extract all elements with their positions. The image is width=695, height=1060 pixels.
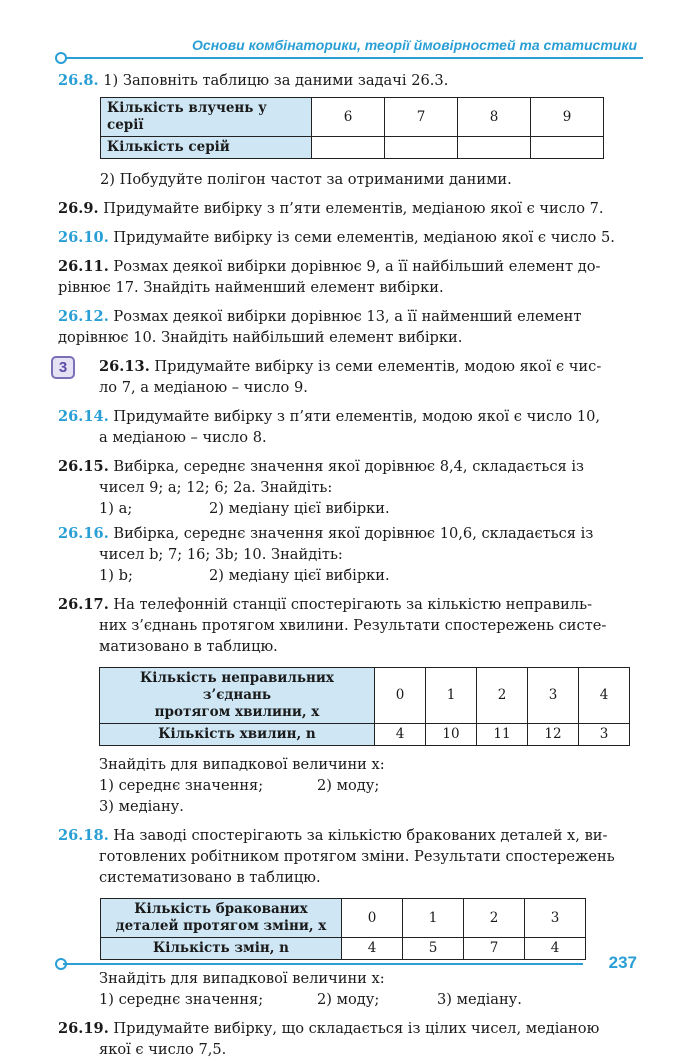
table-cell: 3 (528, 668, 579, 724)
table-cell: 4 (342, 938, 403, 960)
problem-text: якої є число 7,5. (99, 1041, 227, 1058)
table-cell: 10 (426, 724, 477, 746)
table-row-header: Кількість хвилин, n (100, 724, 375, 746)
problem-text: рівнює 17. Знайдіть найменший елемент вибірки. (58, 279, 444, 296)
problem-options (58, 989, 634, 1010)
page-header (55, 37, 643, 63)
table-cell: 9 (531, 98, 604, 137)
option-2: 2) моду; (317, 777, 380, 794)
header-line: Кількість неправильних з’єднань (140, 670, 334, 703)
option-2: 2) медіану цієї вибірки. (209, 500, 390, 517)
table-cell: 0 (375, 668, 426, 724)
problem-text: Знайдіть для випадкової величини x: (99, 970, 385, 987)
table-cell: 6 (312, 98, 385, 137)
problem-options (58, 498, 634, 519)
problem-26-12 (58, 306, 634, 348)
problem-26-11 (58, 256, 634, 298)
table-cell: 3 (525, 899, 586, 938)
table-cell: 4 (375, 724, 426, 746)
problem-number: 26.16. (58, 525, 109, 542)
table-cell: 11 (477, 724, 528, 746)
problem-text: чисел b; 7; 16; 3b; 10. Знайдіть: (99, 546, 343, 563)
table-cell-empty (531, 137, 604, 159)
problem-number: 26.18. (58, 827, 109, 844)
table-cell: 7 (464, 938, 525, 960)
option-1: 1) середнє значення; (99, 777, 264, 794)
table-cell: 12 (528, 724, 579, 746)
header-line: деталей протягом зміни, x (115, 918, 327, 934)
table-cell: 4 (579, 668, 630, 724)
problem-number: 26.11. (58, 258, 109, 275)
problem-options (58, 775, 634, 796)
table-row-header: Кількість серій (101, 137, 312, 159)
problem-number: 26.12. (58, 308, 109, 325)
table-cell: 2 (477, 668, 528, 724)
problem-text: Вибірка, середнє значення якої дорівнює 10,6, складається із (113, 525, 594, 542)
table-cell: 1 (426, 668, 477, 724)
problem-26-15 (58, 456, 634, 519)
hits-table (100, 97, 604, 159)
table-cell: 5 (403, 938, 464, 960)
wrong-connections-table (99, 667, 630, 746)
table-cell: 8 (458, 98, 531, 137)
problem-number: 26.15. (58, 458, 109, 475)
problem-number: 26.9. (58, 200, 99, 217)
problem-text: Придумайте вибірку із семи елементів, модою якої є чис- (154, 358, 602, 375)
table-cell: 4 (525, 938, 586, 960)
table-cell: 3 (579, 724, 630, 746)
problem-26-17 (58, 594, 634, 817)
problem-number: 26.19. (58, 1020, 109, 1037)
table-cell-empty (458, 137, 531, 159)
problem-text: Придумайте вибірку, що складається із цілих чисел, медіаною (113, 1020, 600, 1037)
problem-number: 26.17. (58, 596, 109, 613)
table-row-header: Кількість змін, n (101, 938, 342, 960)
table-row-header (101, 899, 342, 938)
problem-number: 26.13. (99, 358, 150, 375)
footer-rule (63, 963, 583, 965)
problem-options (58, 565, 634, 586)
option-2: 2) медіану цієї вибірки. (209, 567, 390, 584)
problem-text: Придумайте вибірку з п’яти елементів, медіаною якої є число 7. (103, 200, 604, 217)
problem-text: ло 7, а медіаною – число 9. (99, 379, 308, 396)
problem-text: Вибірка, середнє значення якої дорівнює 8,4, складається із (113, 458, 584, 475)
table-row-header: Кількість влучень у серії (101, 98, 312, 137)
exercise-list (58, 70, 634, 1060)
table-cell-empty (312, 137, 385, 159)
header-line: Кількість бракованих (134, 901, 308, 917)
problem-text: дорівнює 10. Знайдіть найбільший елемент вибірки. (58, 329, 463, 346)
page-number: 237 (608, 953, 637, 972)
problem-number: 26.14. (58, 408, 109, 425)
table-row-header (100, 668, 375, 724)
problem-text: них з’єднань протягом хвилини. Результати спостережень систе- (99, 617, 607, 634)
problem-text: 2) Побудуйте полігон частот за отриманими даними. (100, 171, 512, 188)
table-cell: 1 (403, 899, 464, 938)
table-cell-empty (385, 137, 458, 159)
problem-26-9 (58, 198, 634, 219)
option-1: 1) b; (99, 567, 133, 584)
problem-26-14 (58, 406, 634, 448)
problem-text: 1) Заповніть таблицю за даними задачі 26.3. (103, 72, 449, 89)
problem-number: 26.10. (58, 229, 109, 246)
problem-26-8 (58, 70, 634, 190)
header-rule (63, 57, 643, 59)
defective-parts-table (100, 898, 586, 960)
table-cell: 7 (385, 98, 458, 137)
header-line: протягом хвилини, x (154, 704, 320, 720)
problem-number: 26.8. (58, 72, 99, 89)
table-cell: 0 (342, 899, 403, 938)
problem-text: готовлених робітником протягом зміни. Результати спостережень (99, 848, 615, 865)
problem-text: Придумайте вибірку із семи елементів, медіаною якої є число 5. (113, 229, 615, 246)
problem-text: На заводі спостерігають за кількістю бракованих деталей x, ви- (113, 827, 608, 844)
header-circle-marker (55, 52, 67, 64)
problem-text: матизовано в таблицю. (99, 638, 278, 655)
problem-26-16 (58, 523, 634, 586)
problem-26-13 (58, 356, 634, 398)
problem-text: Розмах деякої вибірки дорівнює 13, а її найменший елемент (113, 308, 582, 325)
problem-26-10 (58, 227, 634, 248)
problem-text: Знайдіть для випадкової величини x: (99, 756, 385, 773)
problem-26-19 (58, 1018, 634, 1060)
section-title: Основи комбінаторики, теорії ймовірностей та статистики (192, 37, 637, 53)
option-2: 2) моду; (317, 991, 380, 1008)
option-3: 3) медіану. (99, 798, 184, 815)
problem-text: а медіаною – число 8. (99, 429, 267, 446)
page-footer (55, 953, 643, 975)
problem-text: Придумайте вибірку з п’яти елементів, модою якої є число 10, (113, 408, 601, 425)
problem-text: На телефонній станції спостерігають за кількістю неправиль- (113, 596, 593, 613)
difficulty-level-icon: 3 (51, 356, 75, 379)
table-cell: 2 (464, 899, 525, 938)
problem-text: систематизовано в таблицю. (99, 869, 321, 886)
problem-text: чисел 9; a; 12; 6; 2a. Знайдіть: (99, 479, 333, 496)
option-1: 1) середнє значення; (99, 991, 264, 1008)
option-3: 3) медіану. (437, 991, 522, 1008)
problem-text: Розмах деякої вибірки дорівнює 9, а її найбільший елемент до- (113, 258, 601, 275)
option-1: 1) a; (99, 500, 133, 517)
problem-26-18 (58, 825, 634, 1010)
